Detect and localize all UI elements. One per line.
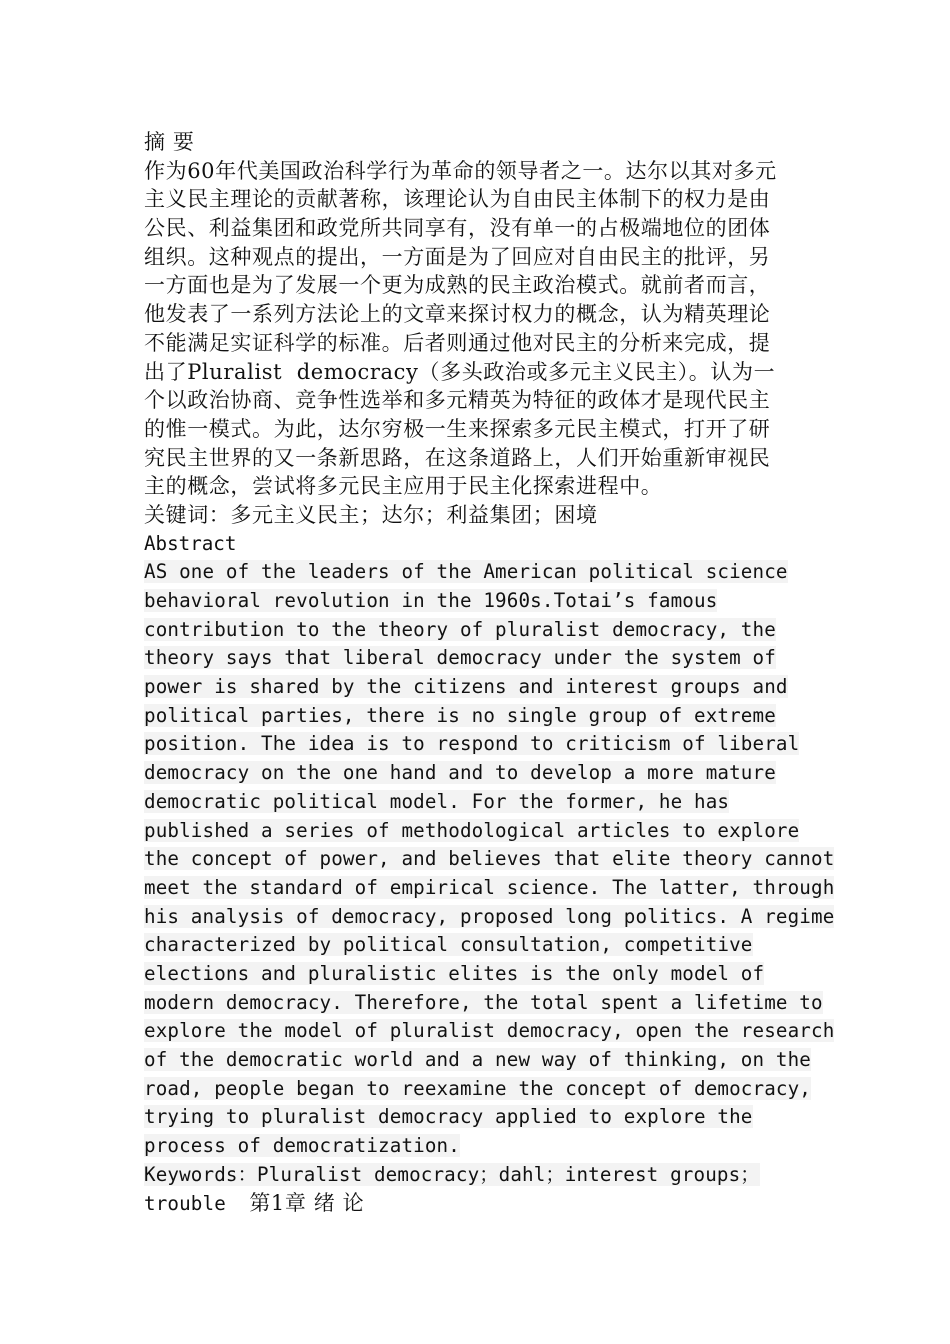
abstract-en-line	[144, 845, 835, 874]
abstract-en-line-text: modern democracy. Therefore, the total spent a lifetime to	[144, 990, 823, 1014]
abstract-en-line-text: position. The idea is to respond to criticism of liberal	[144, 732, 800, 756]
abstract-en-keywords	[144, 1161, 806, 1190]
abstract-en-line	[144, 1017, 835, 1046]
abstract-en-body	[144, 558, 835, 1160]
abstract-en-keywords-continued	[144, 1189, 806, 1218]
abstract-en-line	[144, 1075, 812, 1104]
abstract-en-line-text: democracy on the one hand and to develop a more mature	[144, 761, 776, 785]
abstract-en-line-text: behavioral revolution in the 1960s.Totai’s famous	[144, 589, 718, 612]
abstract-cn-line: 出了Pluralist democracy（多头政治或多元主义民主）。认为一	[144, 359, 776, 384]
abstract-en-line	[144, 587, 806, 616]
abstract-en-line-text: process of democratization.	[144, 1134, 460, 1158]
abstract-cn-line: 公民、利益集团和政党所共同享有，没有单一的占极端地位的团体	[144, 216, 771, 241]
abstract-cn-heading: 摘 要	[144, 130, 195, 154]
abstract-cn-line: 不能满足实证科学的标准。后者则通过他对民主的分析来完成，提	[144, 330, 771, 355]
abstract-en-line	[144, 1046, 812, 1075]
abstract-cn-line: 究民主世界的又一条新思路，在这条道路上，人们开始重新审视民	[144, 445, 771, 470]
abstract-en-line	[144, 989, 823, 1018]
abstract-en-line	[144, 960, 806, 989]
abstract-en-line-text: democratic political model. For the former, he has	[144, 789, 730, 813]
abstract-en-line-text: of the democratic world and a new way of thinking, on the	[144, 1048, 812, 1071]
abstract-en-line-text: road, people began to reexamine the concept of democracy,	[144, 1076, 812, 1100]
abstract-en-line-text: contribution to the theory of pluralist democracy, the	[144, 617, 776, 641]
abstract-en-line-text: characterized by political consultation, competitive	[144, 933, 753, 957]
abstract-en-line-text: meet the standard of empirical science. The latter, through	[144, 875, 835, 899]
chapter-heading: 第1章 绪 论	[249, 1191, 365, 1216]
abstract-en-line	[144, 1103, 806, 1132]
abstract-en-keywords-text: Keywords：Pluralist democracy；dahl；interest groups；	[144, 1162, 760, 1186]
abstract-en-line-text: political parties, there is no single group of extreme	[144, 703, 776, 727]
abstract-en-line	[144, 702, 806, 731]
abstract-en-line-text: published a series of methodological articles to explore	[144, 818, 800, 842]
abstract-en-line-text: elections and pluralistic elites is the only model of	[144, 961, 765, 985]
abstract-cn-line: 组织。这种观点的提出，一方面是为了回应对自由民主的批评，另	[144, 244, 771, 269]
abstract-en-line	[144, 673, 806, 702]
abstract-cn-line: 作为60年代美国政治科学行为革命的领导者之一。达尔以其对多元	[144, 158, 777, 183]
abstract-cn-keywords: 关键词：多元主义民主；达尔；利益集团；困境	[144, 502, 598, 527]
abstract-en-heading: Abstract	[144, 531, 237, 555]
abstract-cn-line: 主的概念，尝试将多元民主应用于民主化探索进程中。	[144, 474, 663, 499]
abstract-en-line	[144, 730, 806, 759]
document-page	[144, 128, 835, 1218]
abstract-en-line-text: AS one of the leaders of the American political science	[144, 560, 788, 584]
abstract-en-line-text: power is shared by the citizens and interest groups and	[144, 675, 788, 699]
abstract-cn-line: 他发表了一系列方法论上的文章来探讨权力的概念，认为精英理论	[144, 302, 771, 327]
abstract-en-line	[144, 817, 806, 846]
abstract-en-line	[144, 903, 835, 932]
abstract-en-line	[144, 759, 806, 788]
abstract-en-line-text: trying to pluralist democracy applied to explore the	[144, 1105, 753, 1129]
abstract-en-line	[144, 644, 806, 673]
abstract-cn-line: 个以政治协商、竞争性选举和多元精英为特征的政体才是现代民主	[144, 388, 771, 413]
abstract-en-line	[144, 616, 806, 645]
abstract-en-line	[144, 1132, 806, 1161]
abstract-cn-line: 主义民主理论的贡献著称，该理论认为自由民主体制下的权力是由	[144, 187, 771, 212]
abstract-en-line-text: his analysis of democracy, proposed long politics. A regime	[144, 904, 835, 928]
abstract-en-keywords-cont: trouble	[144, 1192, 250, 1216]
abstract-cn-line: 一方面也是为了发展一个更为成熟的民主政治模式。就前者而言，	[144, 273, 771, 298]
abstract-en-line	[144, 931, 806, 960]
abstract-en-line	[144, 788, 806, 817]
abstract-cn-line: 的惟一模式。为此，达尔穷极一生来探索多元民主模式，打开了研	[144, 416, 771, 441]
abstract-en-line	[144, 874, 835, 903]
abstract-en-line	[144, 558, 806, 587]
abstract-en-line-text: explore the model of pluralist democracy, open the research	[144, 1019, 835, 1043]
abstract-en-line-text: theory says that liberal democracy under the system of	[144, 646, 776, 670]
abstract-en-line-text: the concept of power, and believes that elite theory cannot	[144, 847, 835, 871]
abstract-cn-body	[144, 157, 806, 501]
